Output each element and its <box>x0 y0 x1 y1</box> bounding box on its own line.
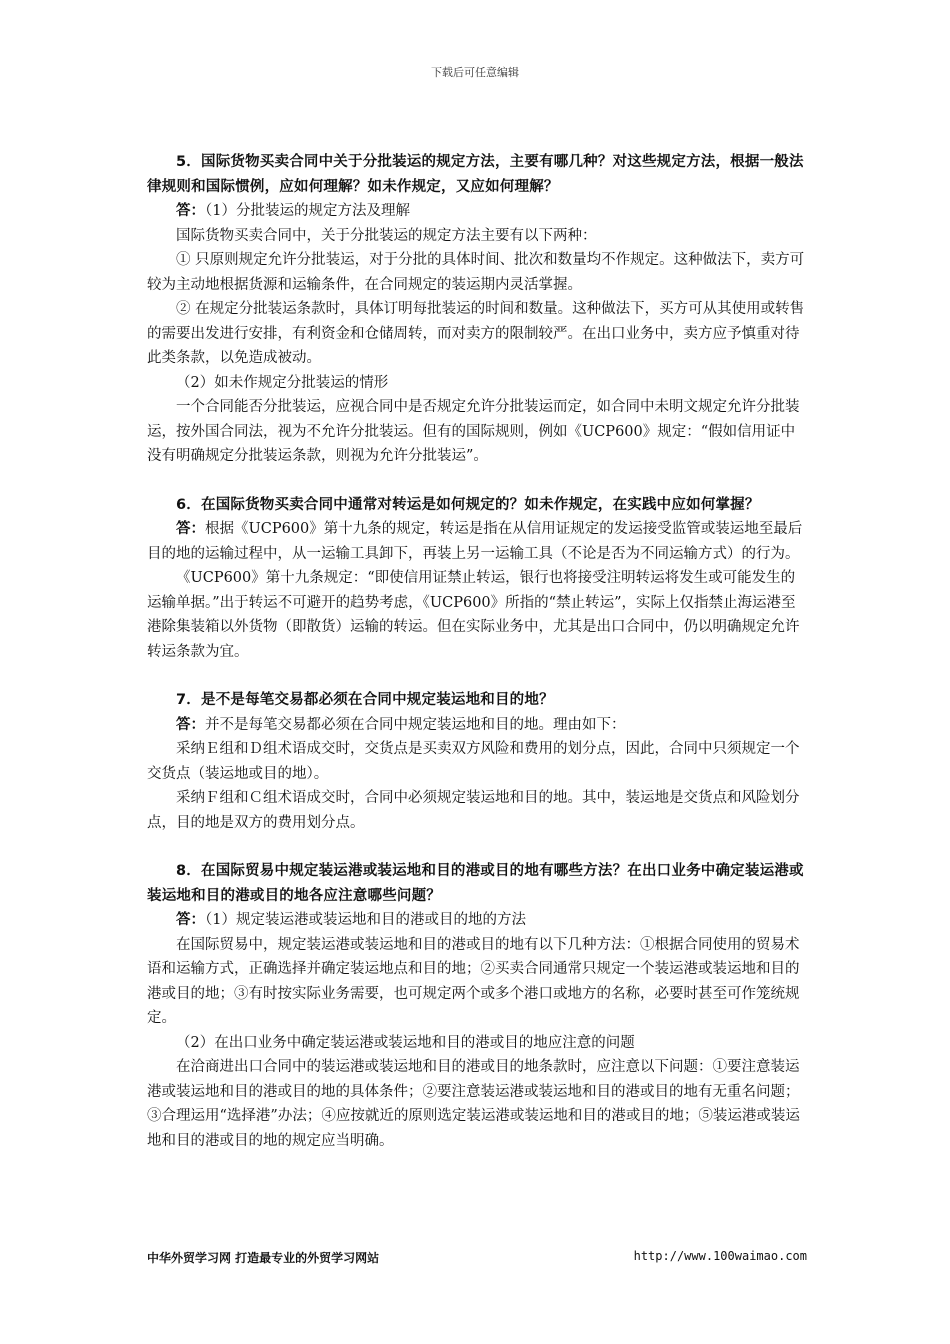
answer-text: （1）分批装运的规定方法及理解 <box>205 203 410 219</box>
document-body <box>147 150 807 1153</box>
answer-paragraph <box>147 517 807 566</box>
section-q7 <box>147 688 807 835</box>
section-q5 <box>147 150 807 469</box>
body-paragraph: ② 在规定分批装运条款时，具体订明每批装运的时间和数量。这种做法下，买方可从其使用或转售的需要出发进行安排，有利资金和仓储周转，而对卖方的限制较严。在出口业务中，卖方应予慎重对待此类条款，以免造成被动。 <box>147 301 805 366</box>
answer-text: 根据《UCP600》第十九条的规定，转运是指在从信用证规定的发运接受监管或装运地至最后目的地的运输过程中，从一运输工具卸下，再装上另一运输工具（不论是否为不同运输方式）的行为。 <box>147 521 803 562</box>
section-q6 <box>147 493 807 665</box>
question-heading: 7．是不是每笔交易都必须在合同中规定装运地和目的地？ <box>176 692 554 708</box>
footer-url: http://www.100waimao.com <box>633 1249 807 1263</box>
page-header: 下载后可任意编辑 <box>431 66 519 79</box>
answer-label: 答： <box>176 912 205 928</box>
answer-paragraph <box>147 713 807 738</box>
answer-label: 答： <box>176 521 205 537</box>
question-heading: 6．在国际货物买卖合同中通常对转运是如何规定的？如未作规定，在实践中应如何掌握？ <box>176 496 760 513</box>
question-heading: 8．在国际贸易中规定装运港或装运地和目的港或目的地有哪些方法？在出口业务中确定装运港或装运地和目的港或目的地各应注意哪些问题？ <box>147 863 804 904</box>
answer-text: （1）规定装运港或装运地和目的港或目的地的方法 <box>205 912 526 928</box>
answer-paragraph <box>147 908 807 933</box>
body-paragraph: 一个合同能否分批装运，应视合同中是否规定允许分批装运而定，如合同中未明文规定允许分批装运，按外国合同法，视为不允许分批装运。但有的国际规则，例如《UCP600》规定：“假如信用证中没有明确规定分批装运条款，则视为允许分批装运”。 <box>147 399 800 464</box>
body-paragraph: 在国际贸易中，规定装运港或装运地和目的港或目的地有以下几种方法：①根据合同使用的贸易术语和运输方式，正确选择并确定装运地点和目的地；②买卖合同通常只规定一个装运港或装运地和目的港或目的地；③有时按实际业务需要，也可规定两个或多个港口或地方的名称，必要时甚至可作笼统规定。 <box>147 936 800 1026</box>
body-paragraph: 在洽商进出口合同中的装运港或装运地和目的港或目的地条款时，应注意以下问题：①要注意装运港或装运地和目的港或目的地的具体条件；②要注意装运港或装运地和目的港或目的地有无重名问题；③合理运用“选择港”办法；④应按就近的原则选定装运港或装运地和目的港或目的地；⑤装运港或装运地和目的港或目的地的规定应当明确。 <box>147 1059 800 1149</box>
body-paragraph: 采纳Ｅ组和Ｄ组术语成交时，交货点是买卖双方风险和费用的划分点，因此，合同中只须规定一个交货点（装运地或目的地）。 <box>147 741 800 782</box>
answer-text: 并不是每笔交易都必须在合同中规定装运地和目的地。理由如下： <box>205 716 626 733</box>
section-q8 <box>147 859 807 1153</box>
body-paragraph: 国际货物买卖合同中，关于分批装运的规定方法主要有以下两种： <box>176 227 597 244</box>
answer-label: 答： <box>176 203 205 219</box>
footer-site-name: 中华外贸学习网 打造最专业的外贸学习网站 <box>147 1251 380 1265</box>
question-heading: 5．国际货物买卖合同中关于分批装运的规定方法，主要有哪几种？对这些规定方法，根据一般法律规则和国际惯例，应如何理解？如未作规定，又应如何理解？ <box>147 154 804 195</box>
answer-paragraph <box>147 199 807 224</box>
body-paragraph: 采纳Ｆ组和Ｃ组术语成交时，合同中必须规定装运地和目的地。其中，装运地是交货点和风险划分点，目的地是双方的费用划分点。 <box>147 790 800 831</box>
body-paragraph: （2）如未作规定分批装运的情形 <box>176 374 389 391</box>
body-paragraph: ① 只原则规定允许分批装运，对于分批的具体时间、批次和数量均不作规定。这种做法下，卖方可较为主动地根据货源和运输条件，在合同规定的装运期内灵活掌握。 <box>147 252 805 293</box>
body-paragraph: 《UCP600》第十九条规定：“即使信用证禁止转运，银行也将接受注明转运将发生或可能发生的运输单据。”出于转运不可避开的趋势考虑，《UCP600》所指的“禁止转运”，实际上仅指禁止海运港至港除集装箱以外货物（即散货）运输的转运。但在实际业务中，尤其是出口合同中，仍以明确规定允许转运条款为宜。 <box>147 570 800 660</box>
body-paragraph: （2）在出口业务中确定装运港或装运地和目的港或目的地应注意的问题 <box>176 1034 635 1051</box>
answer-label: 答： <box>176 716 205 733</box>
